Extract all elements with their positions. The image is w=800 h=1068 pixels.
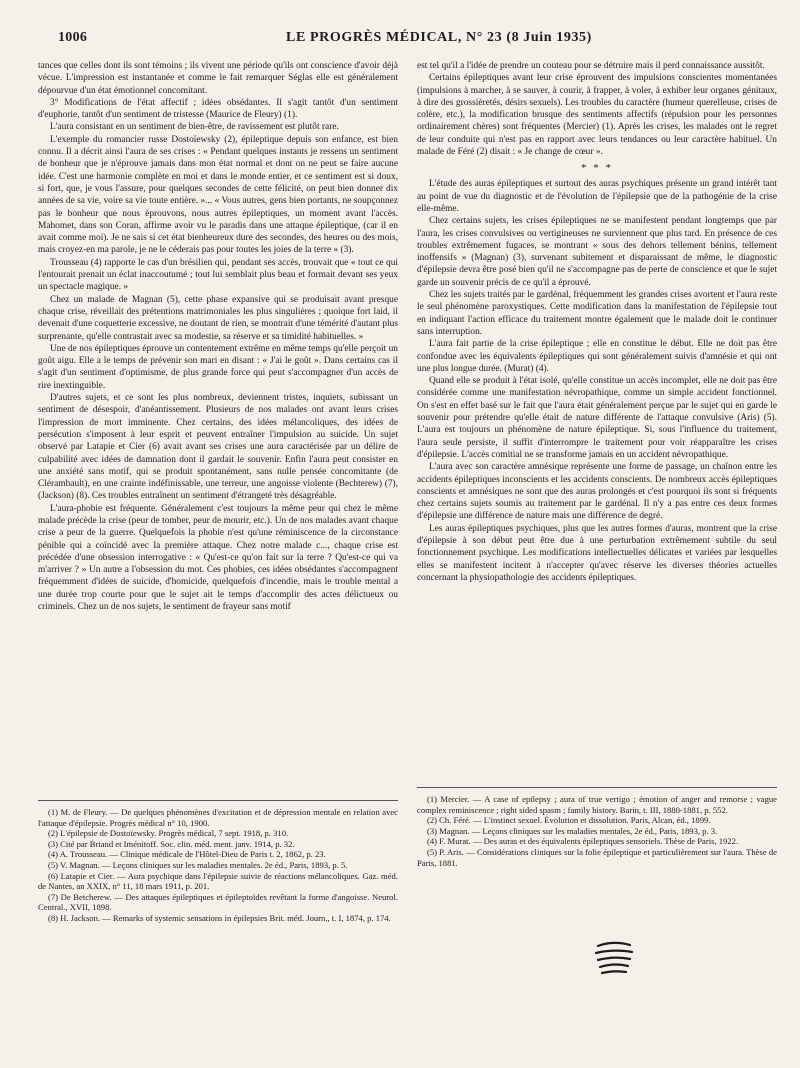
footnote-rule (38, 800, 398, 801)
paragraph: L'aura-phobie est fréquente. Généralement c'est toujours la même peur qui chez le même malade précède la crise (peur de tomber, peur de mourir, etc.). Un de nos malades avant chaque crise a peur de la guerre. Quelquefois la phobie n'est qu'une réminiscence de la circonstance pénible qui a coïncidé avec la première attaque. Chez notre malade c..., chaque crise est précédée d'une obsession interrogative : « Qu'est-ce qu'on fait sur la terre ? Qu'est-ce qui va m'arriver ? » Un autre a l'obsession du mot. Ces phobies, ces idées obsédantes s'accompagnent fréquemment d'idées de suicide, d'homicide, quelquefois d'incendie, mais le trouble mental a une durée trop courte pour que le sujet ait le temps d'accomplir des actes délictueux ou criminels. Chez un de nos sujets, le sentiment de frayeur sans motif (38, 503, 398, 613)
paragraph: Une de nos épileptiques éprouve un contentement extrême en même temps qu'elle perçoit un goût aigu. Elle a le temps de prévenir son mari en disant : « J'ai le goût ». Dans certains cas il s'agit d'un sentiment d'optimisme, de plus grande force qui peut s'accompagner d'un accès de rire inextinguible. (38, 343, 398, 391)
footnote: (5) V. Magnan. — Leçons cliniques sur les maladies mentales. 2e éd., Paris, 1893, p. 5. (48, 859, 348, 870)
paragraph: L'étude des auras épileptiques et surtout des auras psychiques présente un grand intérêt tant au point de vue du diagnostic et de l'évolution de l'épilepsie que de la pathogénie de la crise elle-même. (417, 179, 777, 214)
paragraph: Chez un malade de Magnan (5), cette phase expansive qui se produisait avant presque chaque crise, réveillait des prétentions matrimoniales les plus singulières ; quoique fort laid, il devenait d'une coquetterie excessive, ne doutant de rien, se montrait d'une témérité d'autant plus surprenante, qu'elle contrastait avec sa modestie, sa réserve et sa timidité habituelles. » (38, 294, 398, 342)
footnote: (5) P. Aris. — Considérations cliniques sur la folie épileptique et particulièrement sur l'aura. Thèse de Paris, 1881. (417, 846, 777, 868)
footnote: (2) Ch. Féré. — L'instinct sexuel. Évolution et dissolution. Paris, Alcan, éd., 1899. (427, 815, 711, 826)
footnotes-left (38, 800, 398, 924)
running-title: LE PROGRÈS MÉDICAL, N° 23 (8 Juin 1935) (286, 30, 592, 45)
paragraph: L'exemple du romancier russe Dostoïewsky (2), épileptique depuis son enfance, est bien connu. Il a décrit ainsi l'aura de ses crises : « Pendant quelques instants je ressens un sentiment de bonheur que je n'éprouve jamais dans mon état normal et dont on ne peut se faire aucune idée. C'est une harmonie complète en moi et dans le monde entier, et ce sentiment est si doux, si fort, que, je vous l'assure, pour quelques secondes de cette félicité, on peut bien donner dix années de sa vie, voire sa vie toute entière. »... « Vous autres, gens bien portants, ne soupçonnez pas le bonheur que nous éprouvons, nous autres épileptiques, un moment avant l'accès. Mahomet, dans son Coran, affirme avoir vu le paradis dans une attaque épileptique, (car il en avait comme moi). Je ne sais si cet état bienheureux dure des secondes, des heures ou des mois, mais croyez-en ma parole, je ne le céderais pas pour toutes les joies de la terre » (3). (38, 134, 398, 256)
footnotes-right (417, 787, 777, 868)
footnote: (6) Latapie et Cier. — Aura psychique dans l'épilepsie suivie de réactions mélancoliques. Gaz. méd. de Nantes, an XXIX, n° 11, 18 mars 1911, p. 201. (38, 870, 398, 892)
paragraph: Quand elle se produit à l'état isolé, qu'elle constitue un accès incomplet, elle ne doit pas être considérée comme une manifestation névropathique, comme un simple accident fonctionnel. On s'est en effet basé sur le fait que l'aura était généralement perçue par le sujet qui en garde le souvenir pour prétendre qu'elle était de nature différente de l'attaque convulsive (Aris) (5). L'aura est toujours un phénomène de nature épileptique. Si, sous l'influence du traitement, l'aura seule persiste, il suffit d'interrompre le traitement pour voir réapparaître les crises d'épilepsie. L'accès comitial ne se transforme jamais en un accident névropathique. (417, 376, 777, 460)
section-asterism: * * * (581, 162, 613, 175)
paragraph: tances que celles dont ils sont témoins ; ils vivent une période qu'ils ont conscience d'avoir déjà vécue. L'impression est instantanée et comme le fait remarquer Séglas elle est généralement dépourvue d'un état émotionnel concomitant. (38, 61, 398, 96)
footnote-rule (417, 787, 777, 788)
footnote: (3) Cité par Briand et Iménitoff. Soc. clin. méd. ment. janv. 1914, p. 32. (48, 838, 295, 849)
paragraph: Certains épileptiques avant leur crise éprouvent des impulsions conscientes momentanées (impulsions à marcher, à se sauver, à courir, à frapper, à voler, à exhiber leur organes génitaux, à dire des grossièretés, désirs sexuels). Les troubles du caractère (humeur querelleuse, crises de colère, etc.), la modification brusque des sentiments affectifs (répulsion pour les personnes ordinairement chères) sont fréquentes (Mercier) (1). Après les crises, les malades ont le regret de leur conduite qui n'est pas en rapport avec leurs tendances ou leur caractère habituel. Un malade de Féré (2) disait : « Je change de cœur ». (417, 73, 777, 158)
footnote: (4) F. Murat. — Des auras et des équivalents épileptiques sensoriels. Thèse de Paris, 1922. (427, 836, 739, 847)
page-number: 1006 (58, 30, 88, 45)
footnote: (4) A. Trousseau. — Clinique médicale de l'Hôtel-Dieu de Paris t. 2, 1862, p. 23. (48, 849, 326, 860)
right-column (417, 60, 777, 584)
paragraph: L'aura consistant en un sentiment de bien-être, de ravissement est plutôt rare. (50, 122, 339, 133)
paragraph: Chez les sujets traités par le gardénal, fréquemment les grandes crises avortent et l'aura reste le seul phénomène paroxystiques. Cette modification dans la manifestation de l'épilepsie tout en indiquant l'action efficace du traitement montre également que le malade doit le continuer sans interruption. (417, 290, 777, 337)
footnote: (7) De Betcherew. — Des attaques épileptiques et épileptoïdes revêtant la forme d'angoisse. Neurol. Central., XVII, 1898. (38, 891, 398, 913)
left-column (38, 60, 398, 613)
footnote: (2) L'épilepsie de Dostoïewsky. Progrès médical, 7 sept. 1918, p. 310. (48, 828, 289, 839)
page-header (0, 30, 800, 52)
footnote: (1) Mercier. — A case of epilepsy ; aura of true vertigo ; émotion of anger and remorse ; vague complex reminiscence ; right sided spasm ; family history. Barin, t. III, 1880-1881, p. 552. (417, 794, 777, 815)
footnote: (8) H. Jackson. — Remarks of systemic sensations in épilepsies Brit. méd. Journ., t. I, 1874, p. 174. (48, 912, 391, 923)
paragraph: Chez certains sujets, les crises épileptiques ne se manifestent pendant longtemps que par l'aura, les crises convulsives ou vertigineuses ne surviennent que plus tard. En présence de ces troubles extrêmement fugaces, se montrant « sous des dehors tellement bénins, tellement inoffensifs » (Magnan) (3), survenant subitement et disparaissant de même, le diagnostic d'épilepsie devra être posé bien qu'il ne s'accompagne pas de perte de conscience et que le sujet garde un souvenir précis de ce qu'il a éprouvé. (417, 216, 777, 288)
paragraph: Les auras épileptiques psychiques, plus que les autres formes d'auras, montrent que la crise d'épilepsie à son début peut être due à une perturbation extrêmement subtile du seul fonctionnement psychique. Les modifications intellectuelles délicates et variées par lesquelles elles se manifestent incitent à n'accepter qu'avec réserve les diverses théories actuelles concernant la physiopathologie des accidents épileptiques. (417, 523, 777, 583)
footnote: (3) Magnan. — Leçons cliniques sur les maladies mentales, 2e éd., Paris, 1893, p. 3. (427, 825, 718, 836)
paragraph: L'aura avec son caractère amnésique représente une forme de passage, un chaînon entre les accidents épileptiques inconscients et les accidents conscients. De nombreux accès épileptiques conscients et amnésiques ne sont que des auras prolongés et c'est pourquoi ils sont si fréquents chez certains sujets soumis au traitement par le gardénal. Il n'y a pas entre ces deux formes d'épilepsie une différence de nature mais une différence de degré. (417, 462, 777, 522)
footnote: (1) M. de Fleury. — De quelques phénomènes d'excitation et de dépression mentale en relation avec l'attaque d'épilepsie. Progrès médical n° 10, 1900. (38, 807, 398, 828)
printer-mark-icon (592, 938, 636, 978)
paragraph: D'autres sujets, et ce sont les plus nombreux, deviennent tristes, inquiets, subissant un sentiment de désespoir, d'anéantissement. Plusieurs de nos malades ont avant leurs crises l'impression de mort imminente. Chez certains, des idées mélancoliques, des idées de persécution s'imposent à leur esprit et peuvent entraîner l'impulsion au suicide. Un sujet observé par Latapie et Cier (6) avait avant ses crises une aura caractérisée par un délire de culpabilité avec idées de damnation dont il gardait le souvenir. Enfin l'aura peut consister en une anxiété sans motif, qui se produit spontanément, sans nulle pensée concomitante (de Clérambault), en une crainte indéfinissable, une terreur, une angoisse violente (Bechterew) (7), (Jackson) (8). Ces troubles entraînent un sentiment d'étrangeté très désagréable. (38, 393, 398, 502)
paragraph: L'aura fait partie de la crise épileptique ; elle en constitue le début. Elle ne doit pas être confondue avec les équivalents épileptiques qui sont généralement suivis d'amnésie et qui ont une plus longue durée. (Murat) (4). (417, 339, 777, 374)
paragraph: 3° Modifications de l'état affectif ; idées obsédantes. Il s'agit tantôt d'un sentiment d'euphorie, tantôt d'un sentiment de tristesse (Maurice de Fleury) (1). (38, 97, 398, 121)
paragraph: est tel qu'il a l'idée de prendre un couteau pour se détruire mais il perd connaissance aussitôt. (417, 61, 765, 71)
paragraph: Trousseau (4) rapporte le cas d'un brésilien qui, pendant ses accès, trouvait que « tout ce qui l'entourait prenait un éclat inaccoutumé ; tout lui semblait plus beau et formait devant ses yeux un spectacle magique. » (38, 257, 398, 293)
